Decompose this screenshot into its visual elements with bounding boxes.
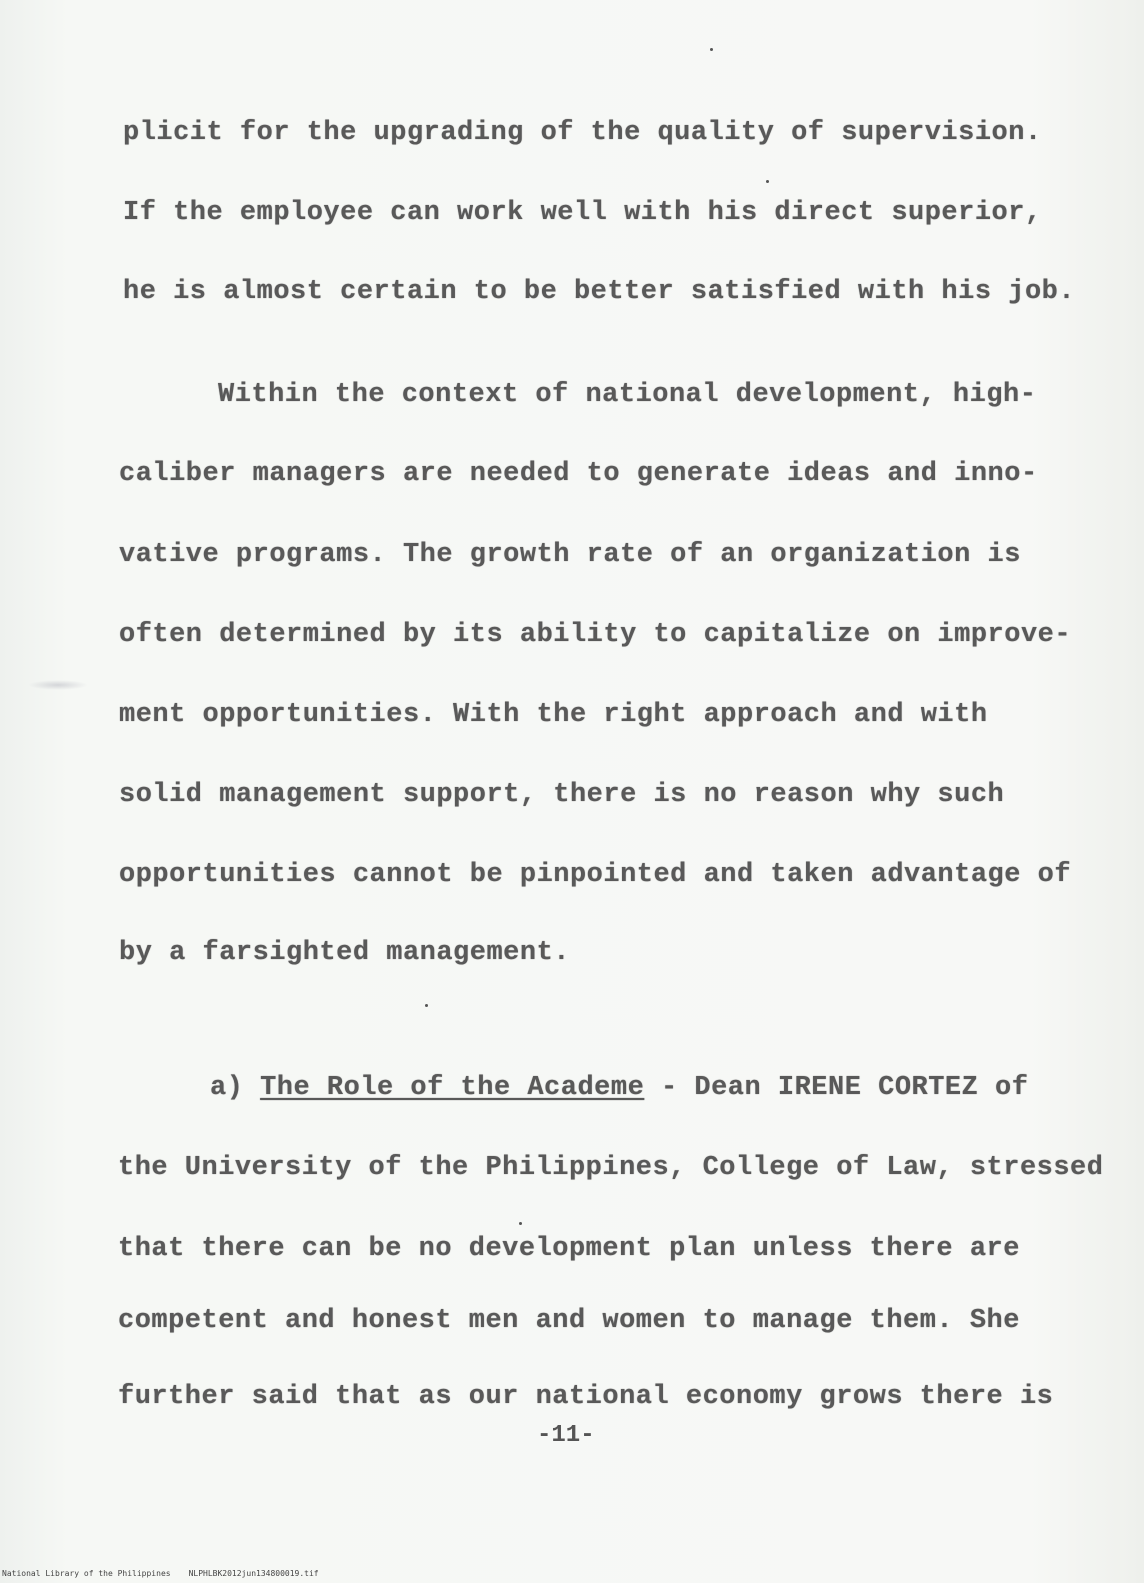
body-line: often determined by its ability to capitalize on improve- (119, 620, 1072, 650)
footer-library: National Library of the Philippines (2, 1569, 171, 1578)
section-a-line-rest: - Dean IRENE CORTEZ of (644, 1073, 1029, 1103)
scan-footer (2, 1569, 337, 1578)
section-a-heading: The Role of the Academe (260, 1073, 645, 1103)
body-line: further said that as our national economy grows there is (118, 1382, 1054, 1412)
body-line: he is almost certain to be better satisfied with his job. (123, 277, 1076, 307)
body-line: that there can be no development plan unless there are (118, 1234, 1020, 1264)
body-line: plicit for the upgrading of the quality of supervision. (123, 118, 1042, 148)
body-line: competent and honest men and women to manage them. She (118, 1306, 1020, 1336)
page-number: -11- (537, 1422, 595, 1449)
body-line: If the employee can work well with his direct superior, (123, 198, 1042, 228)
paper-speck (710, 48, 713, 51)
body-line: caliber managers are needed to generate ideas and inno- (119, 459, 1038, 489)
body-line: solid management support, there is no reason why such (119, 780, 1005, 810)
section-a-first-line (210, 1073, 1028, 1103)
paper-speck (519, 1222, 522, 1225)
body-line: the University of the Philippines, College of Law, stressed (118, 1153, 1104, 1183)
section-a-prefix: a) (210, 1073, 261, 1103)
paper-speck (766, 180, 769, 183)
body-line: vative programs. The growth rate of an organization is (119, 540, 1021, 570)
paper-smudge (28, 680, 88, 690)
body-line: opportunities cannot be pinpointed and taken advantage of (119, 860, 1072, 890)
paper-speck (425, 1004, 428, 1007)
body-line: by a farsighted management. (119, 938, 570, 968)
footer-filename: NLPHLBK2012jun134800019.tif (188, 1569, 319, 1578)
body-line: ment opportunities. With the right approach and with (119, 700, 988, 730)
body-line: Within the context of national development, high- (218, 380, 1037, 410)
